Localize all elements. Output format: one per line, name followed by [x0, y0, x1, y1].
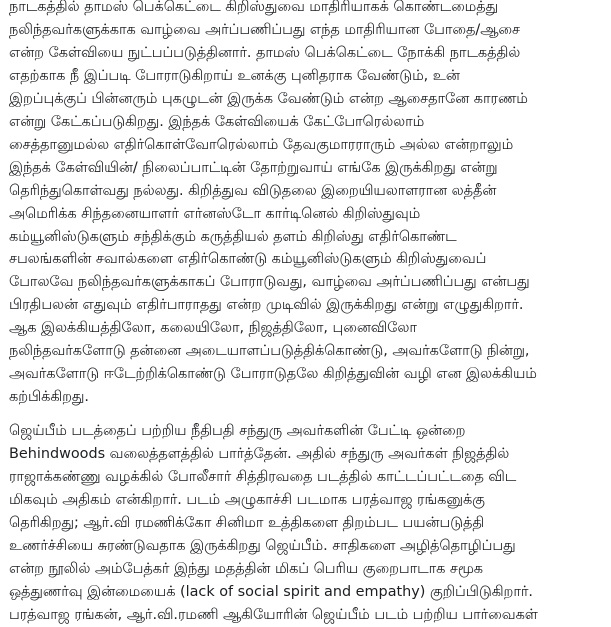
- text-line: கம்யூனிஸ்டுகளும் சந்திக்கும் கருத்தியல் தளம் கிறிஸ்து எதிர்கொண்ட: [9, 228, 457, 245]
- text-line: நலிந்தவர்களோடு தன்னை அடையாளப்படுத்திக்கொண்டு, அவர்களோடு நின்று,: [9, 343, 530, 360]
- text-line: தெரிந்துகொள்வது நல்லது. கிறித்துவ விடுதலை இறையியலாளரான லத்தீன்: [9, 182, 497, 199]
- post-body: [9, 0, 605, 627]
- text-line: என்று கேட்கப்படுகிறது. இந்தக் கேள்வியைக் கேட்போரெல்லாம்: [9, 113, 425, 130]
- text-line: சைத்தானுமல்ல எதிர்கொள்வோரெல்லாம் தேவகுமாரராரும் அல்ல என்றாலும்: [9, 136, 514, 153]
- paragraph-cecil-thomas-becket: [9, 0, 605, 409]
- text-line: ராஜாக்கண்ணு வழக்கில் போலீசார் சித்திரவதை படத்தில் காட்டப்பட்டதை விட: [9, 469, 517, 486]
- text-line: எதற்காக நீ இப்படி போராடுகிறாய் உனக்கு புனிதராக வேண்டும், உன்: [9, 67, 460, 84]
- text-line: என்ற நூலில் அம்பேத்கர் இந்து மதத்தின் மிகப் பெரிய குறைபாடாக சமூக: [9, 560, 483, 577]
- text-line: இந்தக் கேள்வியின்/ நிலைப்பாட்டின் தோற்றுவாய் எங்கே இருக்கிறது என்று: [9, 159, 498, 176]
- text-line: நாடகத்தில் தாமஸ் பெக்கெட்டை கிறிஸ்துவை மாதிரியாகக் கொண்டமைத்து: [9, 0, 499, 15]
- text-line: பிரதிபலன் எதுவும் எதிர்பாராதது என்ற முடிவில் இருக்கிறது என்று எழுதுகிறார்.: [9, 297, 524, 314]
- text-line: தெரிகிறது; ஆர்.வி ரமணிக்கோ சினிமா உத்திகளை திறம்பட பயன்படுத்தி: [9, 514, 485, 531]
- text-line: ஆக இலக்கியத்திலோ, கலையிலோ, நிஜத்திலோ, புனைவிலோ: [9, 320, 417, 337]
- text-line: போலவே நலிந்தவர்களுக்காகப் போராடுவது, வாழ்வை அர்ப்பணிப்பது என்பது: [9, 274, 530, 291]
- text-line: Behindwoods வலைத்தளத்தில் பார்த்தேன். அதில் சந்துரு அவர்கள் நிஜத்தில்: [9, 446, 510, 463]
- text-line: அவர்களோடு ஈடேற்றிக்கொண்டு போராடுதலே கிறித்துவின் வழி என இலக்கியம்: [9, 366, 537, 383]
- text-line: மிகவும் அதிகம் என்கிறார். படம் அழுகாச்சி படமாக பரத்வாஜ ரங்கனுக்கு: [9, 492, 485, 509]
- text-line: இறப்புக்குப் பின்னரும் புகழுடன் இருக்க வேண்டும் என்ற ஆசைதானே காரணம்: [9, 90, 528, 107]
- text-line: என்ற கேள்வியை நுட்பப்படுத்தினார். தாமஸ் பெக்கெட்டை நோக்கி நாடகத்தில்: [9, 44, 521, 61]
- text-line: பரத்வாஜ ரங்கன், ஆர்.வி.ரமணி ஆகியோரின் ஜெய்பீம் படம் பற்றிய பார்வைகள்: [9, 606, 538, 623]
- text-line: உணர்ச்சியை சுரண்டுவதாக இருக்கிறது ஜெய்பீம். சாதிகளை அழித்தொழிப்பது: [9, 537, 516, 554]
- text-line: கற்பிக்கிறது.: [9, 389, 89, 406]
- text-line: ஒத்துணர்வு இன்மையைக் (lack of social spirit and empathy) குறிப்பிடுகிறார்.: [9, 583, 533, 600]
- text-line: அமெரிக்க சிந்தனையாளர் எர்னஸ்டோ கார்டினெல் கிறிஸ்துவும்: [9, 205, 421, 222]
- paragraph-jai-bhim: [9, 420, 605, 627]
- text-line: ஜெய்பீம் படத்தைப் பற்றிய நீதிபதி சந்துரு அவர்களின் பேட்டி ஒன்றை: [9, 423, 466, 440]
- text-line: நலிந்தவர்களுக்காக வாழ்வை அர்ப்பணிப்பது எந்த மாதிரியான போதை/ஆசை: [9, 21, 521, 38]
- text-line: சபலங்களின் சவால்களை எதிர்கொண்டு கம்யூனிஸ்டுகளும் கிறிஸ்துவைப்: [9, 251, 487, 268]
